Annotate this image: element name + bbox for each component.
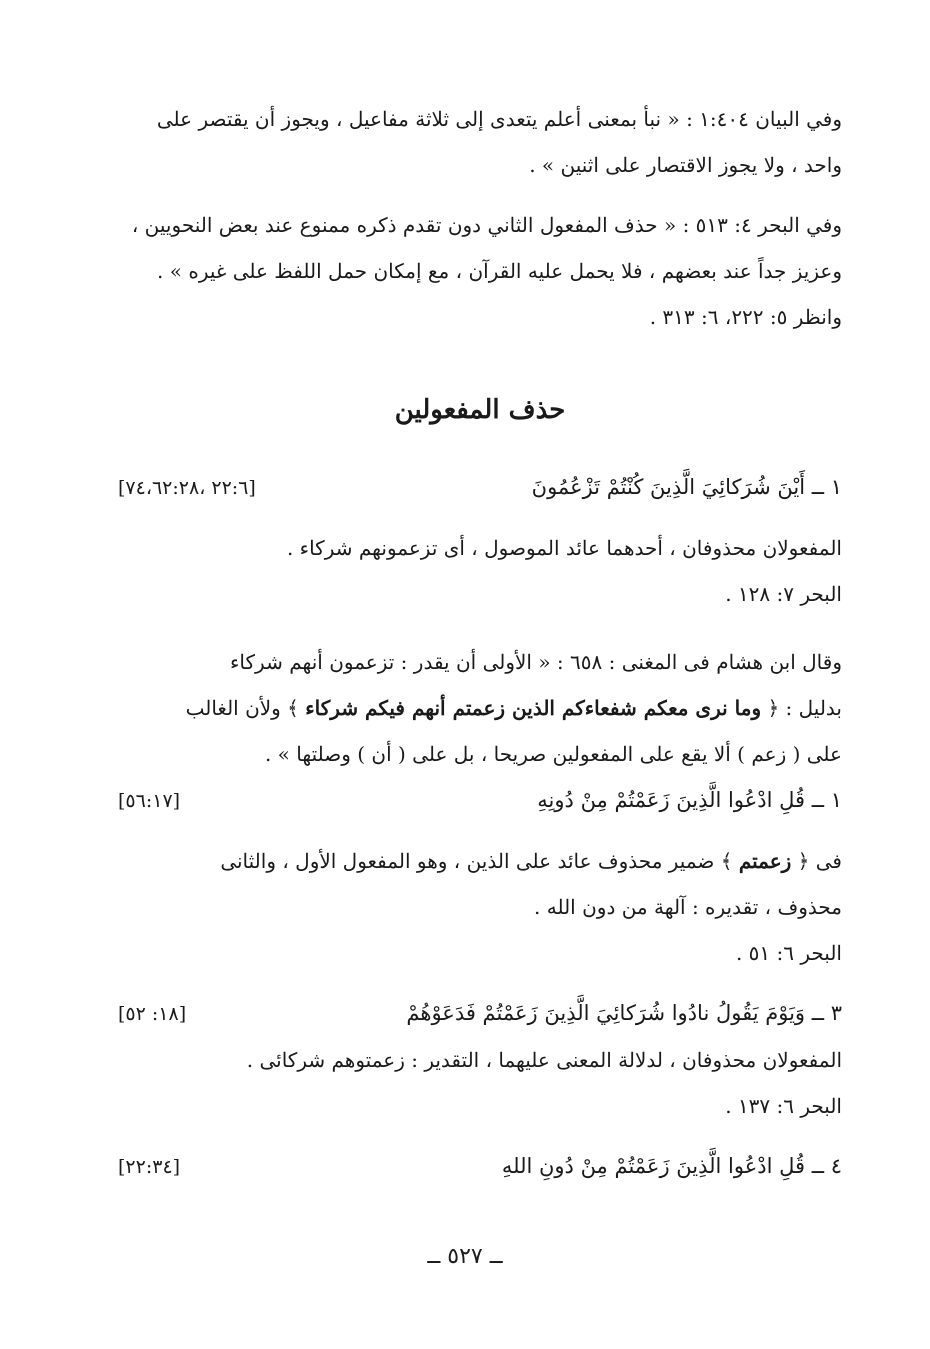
source-citation: البحر ٦: ١٣٧ . (725, 1094, 842, 1118)
section-heading: حذف المفعولين (394, 395, 566, 425)
quote-prefix: بدليل : ﴿ (761, 696, 842, 720)
verse-reference: [٥٦:١٧] (118, 790, 181, 812)
commentary-suffix: ﴾ ضمير محذوف عائد على الذين ، وهو المفعول الأول ، والثانى (220, 849, 739, 873)
intro-paragraph-bayan: وفي البيان ١:٤٠٤ : « نبأ بمعنى أعلم يتعدى إلى ثلاثة مفاعيل ، ويجوز أن يقتصر على واحد ، ولا يجوز الاقتصار على اثنين » . (156, 107, 842, 177)
source-citation: البحر ٧: ١٢٨ . (725, 582, 842, 606)
verse-reference: [١٨: ٥٢] (118, 1003, 187, 1025)
verse-reference: [٢٢:٣٤] (118, 1156, 181, 1178)
source-citation: البحر ٦: ٥١ . (735, 941, 842, 965)
quote-line: وقال ابن هشام فى المغنى : ٦٥٨ : « الأولى أن يقدر : تزعمون أنهم شركاء (230, 650, 842, 674)
verse-text: ٣ ــ وَيَوْمَ يَقُولُ نادُوا شُرَكائِيَ الَّذِينَ زَعَمْتُمْ فَدَعَوْهُمْ (406, 1001, 842, 1025)
verse-text: ١ ــ قُلِ ادْعُوا الَّذِينَ زَعَمْتُمْ مِنْ دُونِهِ (537, 788, 842, 812)
quran-citation: وما نرى معكم شفعاءكم الذين زعمتم أنهم فيكم شركاء (305, 696, 762, 720)
verse-reference: [٢٢:٦ ،٧٤،٦٢:٢٨] (118, 477, 256, 499)
verse-row-2 (118, 777, 842, 824)
quote-line: على ( زعم ) ألا يقع على المفعولين صريحا ، بل على ( أن ) وصلتها » . (264, 742, 842, 766)
commentary-line: المفعولان محذوفان ، أحدهما عائد الموصول ، أى تزعمونهم شركاء . (286, 536, 842, 560)
commentary-line: محذوف ، تقديره : آلهة من دون الله . (534, 895, 842, 919)
verse-text: ٤ ــ قُلِ ادْعُوا الَّذِينَ زَعَمْتُمْ مِنْ دُونِ اللهِ (501, 1154, 842, 1178)
verse-row-1 (118, 464, 842, 511)
page-body (118, 96, 842, 1190)
commentary-line: المفعولان محذوفان ، لدلالة المعنى عليهما ، التقدير : زعمتوهم شركائى . (246, 1048, 842, 1072)
verse-text: ١ ــ أَيْنَ شُرَكائِيَ الَّذِينَ كُنْتُمْ تَزْعُمُونَ (531, 475, 842, 499)
intro-paragraph-bahr: وفي البحر ٤: ٥١٣ : « حذف المفعول الثاني دون تقدم ذكره ممنوع عند بعض النحويين ، وعزيز جداً عند بعضهم ، فلا يحمل عليه القرآن ، مع إمكان حمل اللفظ على غيره » . (131, 213, 842, 283)
verse-row-3 (118, 990, 842, 1037)
commentary-prefix: فى ﴿ (791, 849, 842, 873)
commentary-line (118, 838, 842, 884)
quote-suffix: ﴾ ولأن الغالب (185, 696, 306, 720)
page-number: ــ ٥٢٧ ــ (427, 1244, 503, 1269)
quote-line (118, 685, 842, 731)
intro-paragraph-refs: وانظر ٥: ٢٢٢، ٦: ٣١٣ . (649, 305, 842, 329)
quran-word: زعمتم (738, 849, 792, 873)
verse-row-4 (118, 1143, 842, 1190)
